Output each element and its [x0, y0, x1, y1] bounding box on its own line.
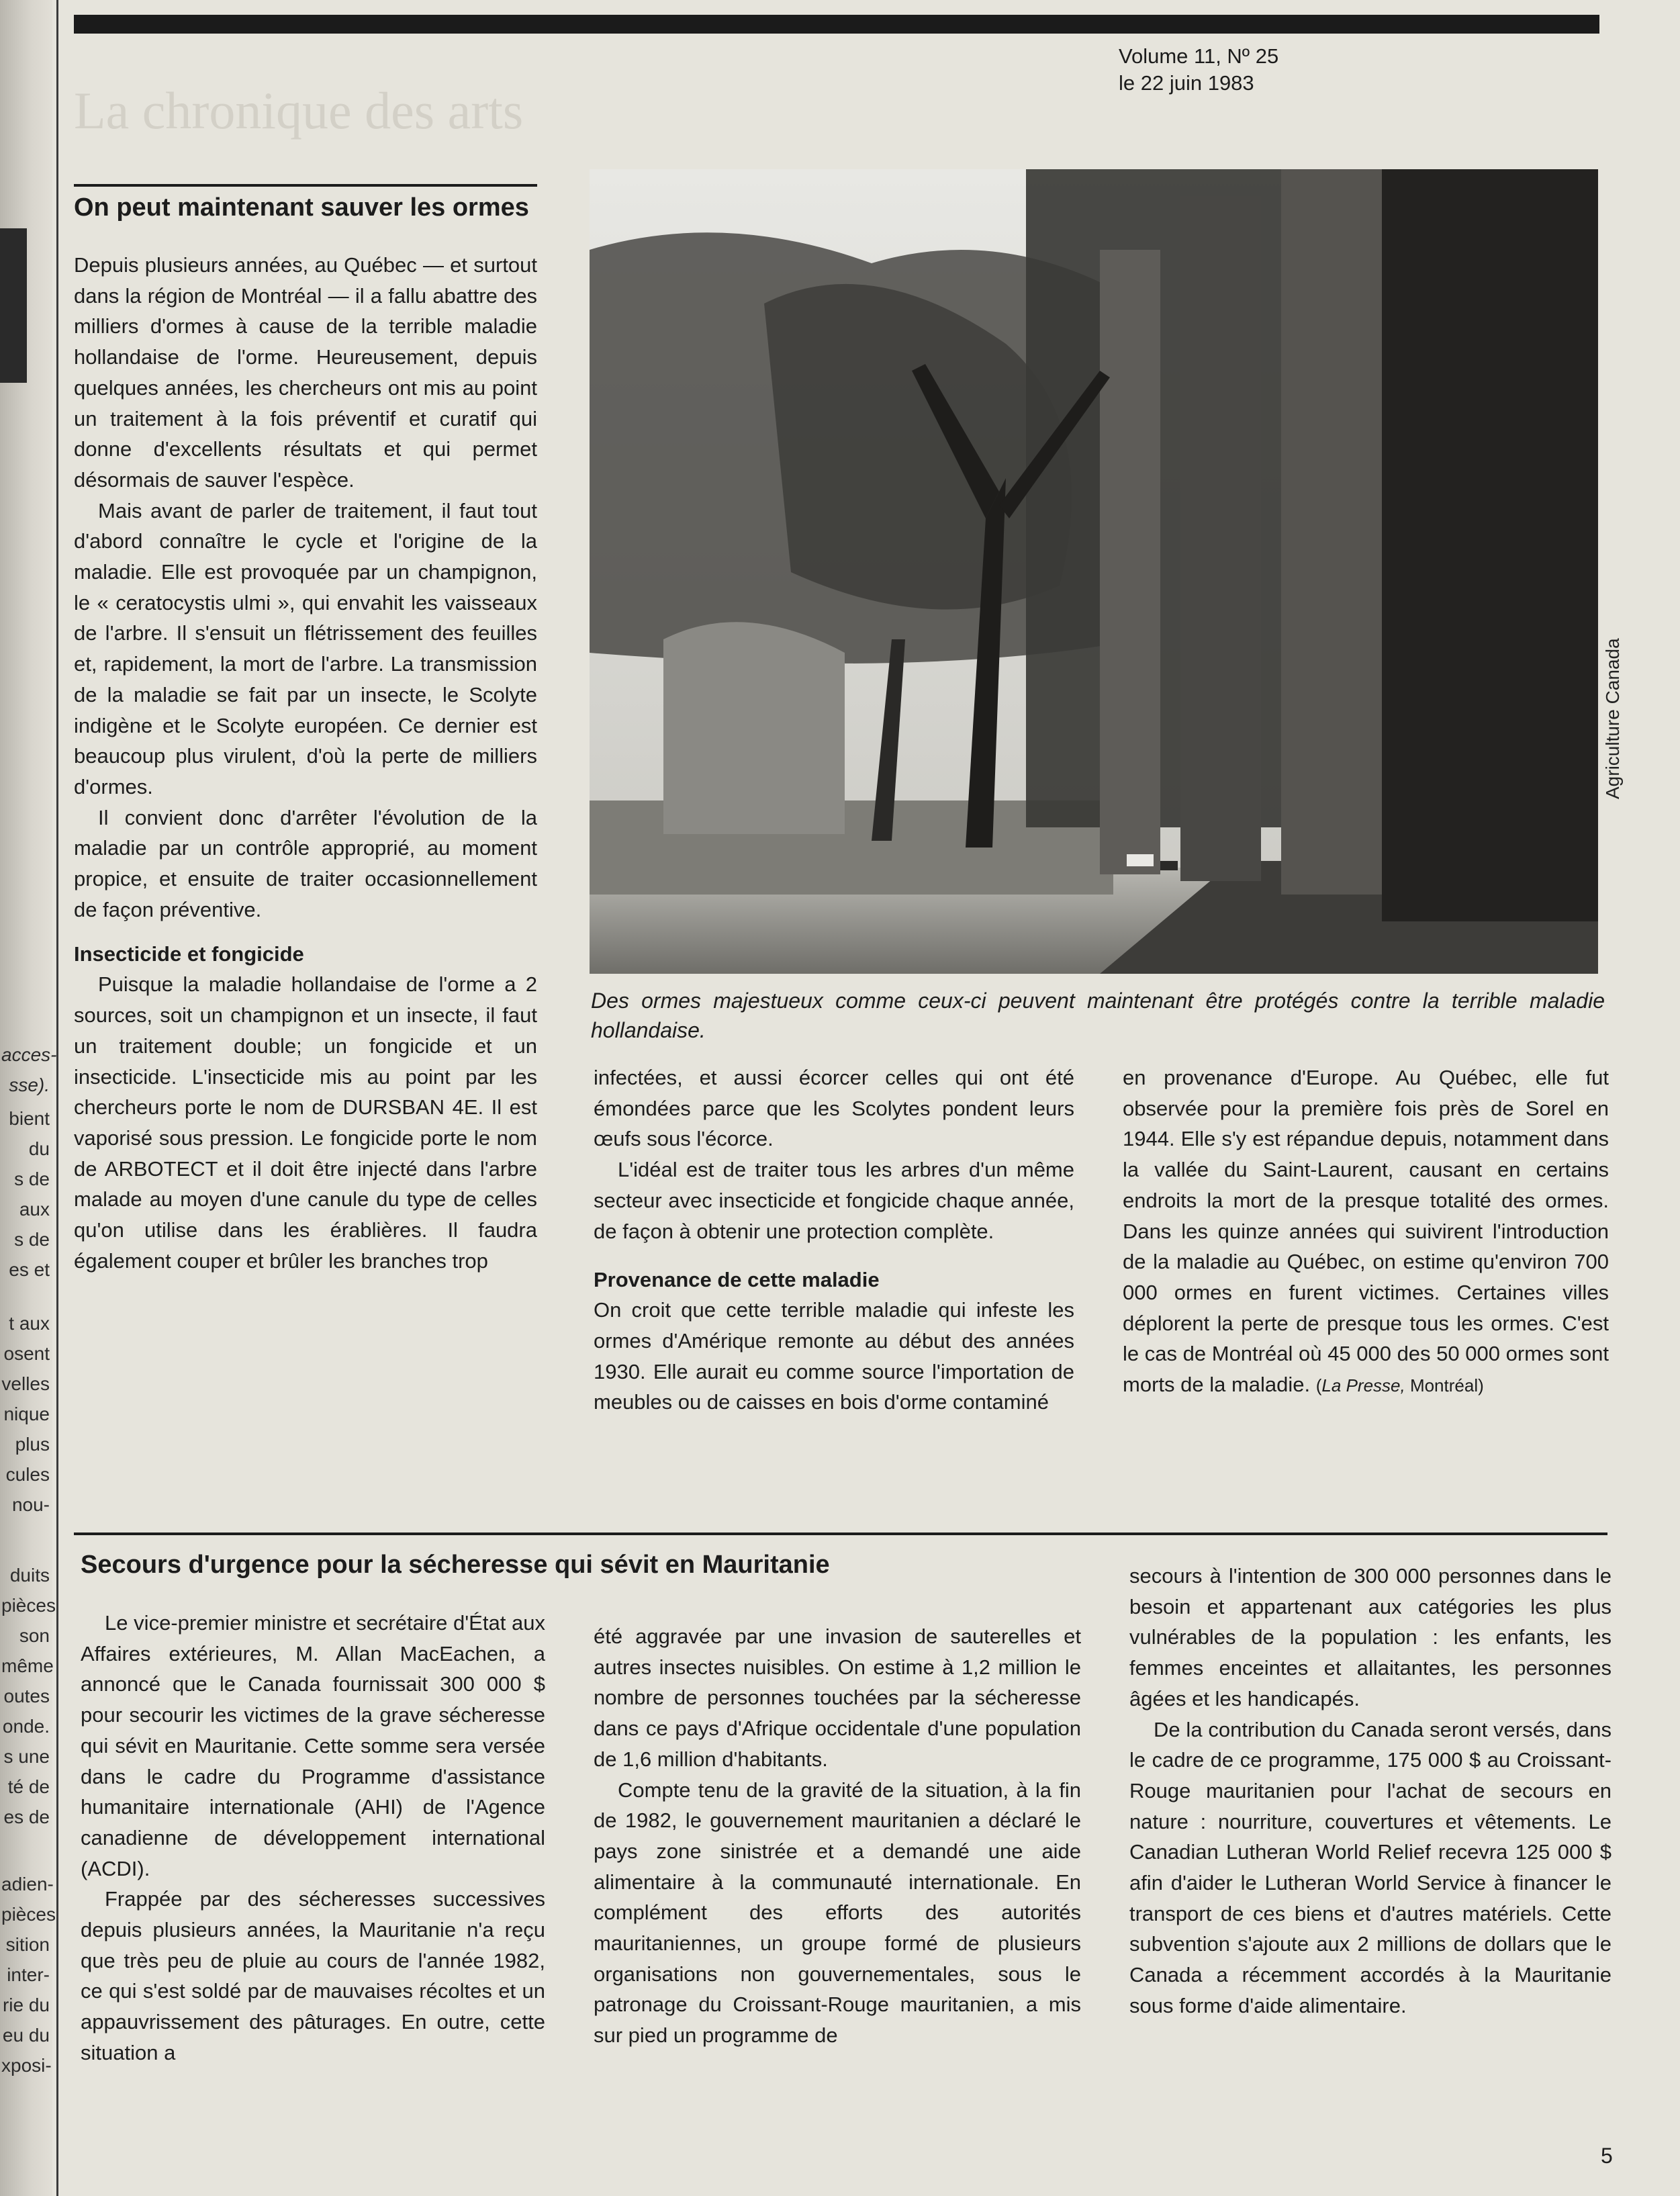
article1-col1-paragraph-2: Mais avant de parler de traitement, il faut tout d'abord connaître le cycle et l'origine de la maladie. Elle est provoquée par un champignon, le « ceratocystis ulmi », qui envahit les vaisseaux de l'arbre. Il s'ensuit un flétrissement des feuilles et, rapidement, la mort de l'arbre. La transmission de la maladie se fait par un insecte, le Scolyte indigène et le Scolyte européen. Ce dernier est beaucoup plus virulent, d'où la perte de milliers d'ormes.: [74, 498, 537, 798]
article1-column-2: [594, 1062, 1074, 1418]
left-gutter-fragment: adien-: [1, 1874, 54, 1894]
left-gutter-fragment: son: [19, 1625, 50, 1646]
article2-headline: Secours d'urgence pour la sécheresse qui sévit en Mauritanie: [81, 1551, 830, 1579]
article2-col2-paragraph-1: été aggravée par une invasion de sauterelles et autres insectes nuisibles. On estime à 1,2 million le nombre de personnes touchées par la sécheresse dans ce pays d'Afrique occidentale d'une population de 1,6 million d'habitants.: [594, 1625, 1081, 1771]
left-gutter-fragment: nique: [3, 1404, 50, 1424]
left-gutter-fragment: bient: [9, 1108, 50, 1129]
left-gutter-fragment: eu du: [2, 2025, 50, 2046]
left-gutter-fragment: nou-: [11, 1494, 50, 1515]
masthead-ghost-title: La chronique des arts: [74, 81, 524, 140]
issue-date: le 22 juin 1983: [1119, 71, 1254, 95]
left-gutter-fragment: s de: [14, 1169, 50, 1189]
left-gutter-fragment: onde.: [2, 1716, 50, 1737]
left-gutter-fragment: s de: [14, 1229, 50, 1250]
citation-source: La Presse,: [1321, 1375, 1405, 1396]
left-gutter-fragment: es de: [3, 1806, 50, 1827]
left-gutter-fragment: plus: [15, 1434, 50, 1455]
photo-caption: Des ormes majestueux comme ceux-ci peuvent maintenant être protégés contre la terrible maladie hollandaise.: [591, 989, 1605, 1042]
article2-col1-paragraph-2: Frappée par des sécheresses successives depuis plusieurs années, la Mauritanie n'a reçu que très peu de pluie au cours de l'année 1982, ce qui s'est soldé par de mauvaises récoltes et un appauvrissement des pâturages. En outre, cette situation a: [81, 1887, 545, 2064]
left-gutter-fragment: té de: [7, 1776, 50, 1797]
article1-col2-paragraph-1: infectées, et aussi écorcer celles qui ont été émondées parce que les Scolytes pondent leurs œufs sous l'écorce.: [594, 1066, 1074, 1151]
page-number: 5: [1601, 2144, 1613, 2168]
article1-column-3: [1123, 1062, 1609, 1402]
elm-trees-photo-image: [590, 169, 1598, 974]
left-gutter-fragment: t aux: [9, 1313, 50, 1334]
left-gutter-fragment: cules: [5, 1464, 50, 1485]
left-gutter-fragment: sition: [5, 1934, 50, 1955]
article2-column-1: [81, 1608, 545, 2068]
left-gutter-fragment: inter-: [7, 1964, 50, 1985]
elm-trees-photo: [590, 169, 1598, 974]
left-gutter-fragment: osent: [3, 1343, 50, 1364]
issue-info: [1119, 43, 1278, 97]
article1-col2-paragraph-3: On croit que cette terrible maladie qui infeste les ormes d'Amérique remonte au début des années 1930. Elle aurait eu comme source l'importation de meubles ou de caisses en bois d'orme contaminé: [594, 1298, 1074, 1414]
citation-open: (: [1315, 1375, 1322, 1396]
article2-column-3: [1129, 1561, 1612, 2021]
left-gutter-fragment: s une: [3, 1746, 50, 1767]
article1-subhead-provenance: Provenance de cette maladie: [594, 1268, 880, 1292]
left-gutter-fragment: même: [1, 1655, 54, 1676]
left-gutter-fragment: pièces: [1, 1904, 56, 1925]
left-gutter-fragment: velles: [1, 1373, 50, 1394]
article2-col1-paragraph-1: Le vice-premier ministre et secrétaire d'État aux Affaires extérieures, M. Allan MacEachen, a annoncé que le Canada fournissait 300 000 $ pour secourir les victimes de la grave sécheresse qui sévit en Mauritanie. Cette somme sera versée dans le cadre du Programme d'assistance humanitaire internationale (AHI) de l'Agence canadienne de développement international (ACDI).: [81, 1611, 545, 1880]
article1-col2-paragraph-2: L'idéal est de traiter tous les arbres d'un même secteur avec insecticide et fongicide chaque année, de façon à obtenir une protection complète.: [594, 1158, 1074, 1243]
citation-place: Montréal): [1405, 1375, 1484, 1396]
left-gutter-fragment: aux: [19, 1199, 50, 1220]
issue-volume: Volume 11, Nº 25: [1119, 44, 1279, 68]
article1-col3-paragraph: [1123, 1062, 1609, 1402]
article1-headline: On peut maintenant sauver les ormes: [74, 184, 537, 224]
article2-col3-paragraph-1: secours à l'intention de 300 000 personnes dans le besoin et appartenant aux catégories les plus vulnérables de la population : les enfants, les femmes enceintes et allaitantes, les personnes âgées et les handicapés.: [1129, 1564, 1612, 1710]
left-gutter-fragment: sse).: [9, 1074, 50, 1095]
left-gutter-fragment: outes: [3, 1686, 50, 1706]
left-gutter-fragment: duits: [9, 1565, 50, 1586]
article-divider-rule: [74, 1532, 1607, 1535]
article1-subhead-insecticide: Insecticide et fongicide: [74, 942, 304, 966]
left-gutter-fragment: rie du: [2, 1995, 50, 2015]
left-gutter-fragment: acces-: [1, 1044, 57, 1065]
left-gutter-fragment: pièces: [1, 1595, 56, 1616]
article1-column-1: [74, 250, 537, 1277]
article1-col3-text: en provenance d'Europe. Au Québec, elle fut observée pour la première fois près de Sorel en 1944. Elle s'y est répandue depuis, notamment dans la vallée du Saint-Laurent, causant en certains endroits la mort de la presque totalité des ormes. Dans les quinze années qui suivirent l'introduction de la maladie au Québec, on estime qu'environ 700 000 ormes en furent victimes. Certaines villes déplorent la perte de presque tous les ormes. C'est le cas de Montréal où 45 000 des 50 000 ormes sont morts de la maladie.: [1123, 1066, 1609, 1397]
article2-col3-paragraph-2: De la contribution du Canada seront versés, dans le cadre de ce programme, 175 000 $ au Croissant-Rouge mauritanien pour l'achat de secours en nature : nourriture, couvertures et vêtements. Le Canadian Lutheran World Relief recevra 125 000 $ afin d'aider le Lutheran World Service à financer le transport de ces biens et d'autres matériels. Cette subvention s'ajoute aux 2 millions de dollars que le Canada a récemment accordés à la Mauritanie sous forme d'aide alimentaire.: [1129, 1717, 1612, 2017]
article2-column-2: [594, 1621, 1081, 2051]
article1-col1-paragraph-4: Puisque la maladie hollandaise de l'orme a 2 sources, soit un champignon et un insecte, il faut un traitement double; un fongicide et un insecticide. L'insecticide mis au point par les chercheurs porte le nom de DURSBAN 4E. Il est vaporisé sous pression. Le fongicide porte le nom de ARBOTECT et il doit être injecté dans l'arbre malade au moyen d'une canule du type de celles qu'on utilise dans les érablières. Il faudra également couper et brûler les branches trop: [74, 972, 537, 1273]
article2-col2-paragraph-2: Compte tenu de la gravité de la situation, à la fin de 1982, le gouvernement mauritanien a déclaré le pays zone sinistrée et a demandé une aide alimentaire à la communauté internationale. En complément des efforts des autorités mauritaniennes, un groupe formé de plusieurs organisations non gouvernementales, sous le patronage du Croissant-Rouge mauritanien, a mis sur pied un programme de: [594, 1778, 1081, 2048]
left-page-dark-image-edge: [0, 228, 27, 383]
left-gutter-fragment: es et: [9, 1259, 50, 1280]
top-rule: [74, 15, 1599, 34]
photo-credit: Agriculture Canada: [1602, 638, 1623, 799]
article1-col1-paragraph-3: Il convient donc d'arrêter l'évolution de la maladie par un contrôle approprié, au moment propice, et ensuite de traiter occasionnellement de façon préventive.: [74, 805, 537, 921]
left-gutter-fragment: du: [28, 1138, 50, 1159]
left-gutter-fragment: xposi-: [1, 2055, 52, 2076]
article1-col1-paragraph-1: Depuis plusieurs années, au Québec — et surtout dans la région de Montréal — il a fallu abattre des milliers d'ormes à cause de la terrible maladie hollandaise de l'orme. Heureusement, depuis quelques années, les chercheurs ont mis au point un traitement à la fois préventif et curatif qui donne d'excellents résultats et qui permet désormais de sauver l'espèce.: [74, 253, 537, 492]
page-spine: [56, 0, 58, 2196]
